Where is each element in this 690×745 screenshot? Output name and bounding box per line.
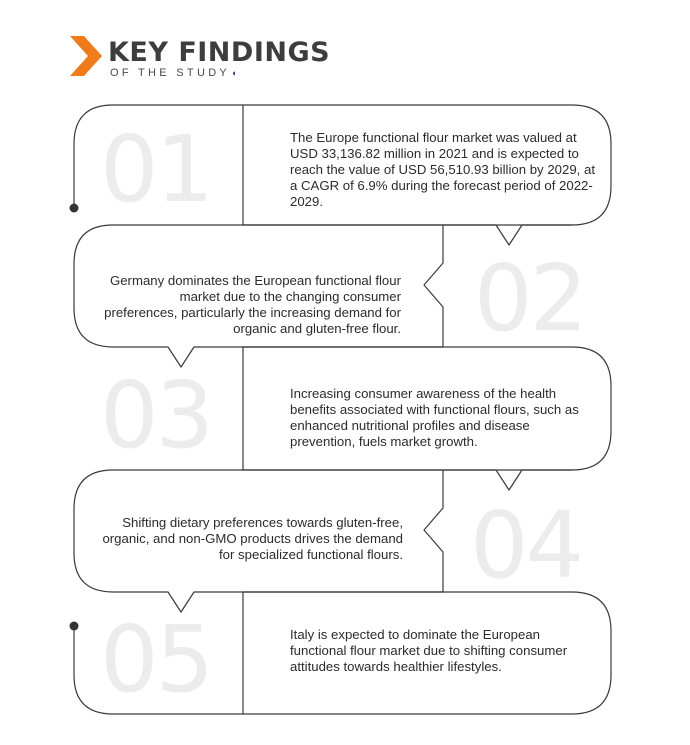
- finding-number-3: 03: [100, 362, 212, 469]
- page-title: KEY FINDINGS: [108, 37, 331, 68]
- finding-text-1: The Europe functional flour market was valued at USD 33,136.82 million in 2021 and is expected to reach the value of USD 56,510.93 billion by 2029, at a CAGR of 6.9% during the forecast period of 2022-2029.: [290, 130, 595, 209]
- finding-number-2: 02: [474, 245, 586, 352]
- finding-text-3: Increasing consumer awareness of the health benefits associated with functional flours, such as enhanced nutritional profiles and disease prevention, fuels market growth.: [290, 386, 579, 449]
- finding-text-2: Germany dominates the European functional flour market due to the changing consumer preferences, particularly the increasing demand for organic and gluten-free flour.: [104, 273, 401, 336]
- finding-text-5: Italy is expected to dominate the European functional flour market due to shifting consumer attitudes towards healthier lifestyles.: [290, 627, 568, 674]
- bullet-dot-5: [70, 622, 79, 631]
- finding-number-1: 01: [100, 116, 212, 223]
- finding-text-4: Shifting dietary preferences towards gluten-free, organic, and non-GMO products drives the demand for specialized functional flours.: [102, 515, 403, 562]
- subtitle-dot-icon: ◖: [231, 68, 237, 78]
- subtitle-text: OF THE STUDY: [110, 67, 231, 79]
- finding-number-5: 05: [100, 606, 212, 713]
- finding-number-4: 04: [470, 492, 582, 599]
- bullet-dot-1: [70, 204, 79, 213]
